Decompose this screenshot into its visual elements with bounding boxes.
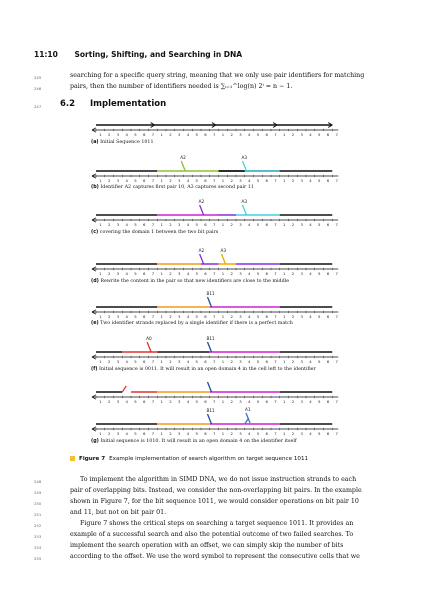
domain-label: 6 (142, 399, 146, 405)
domain-label: 5 (134, 178, 137, 184)
domain-label: 6 (142, 132, 146, 138)
domain-label: 7 (212, 431, 216, 437)
domain-label: 1 (99, 271, 102, 277)
domain-label: 2 (230, 271, 233, 277)
line-number: 248 (34, 479, 42, 484)
identifier-label: A1 (245, 407, 251, 412)
domain-label: 4 (186, 222, 190, 228)
domain-label: 4 (247, 359, 251, 365)
line-number: 249 (34, 490, 42, 495)
domain-label: 5 (317, 178, 321, 184)
domain-label: 1 (99, 431, 102, 437)
domain-label: 7 (335, 399, 338, 405)
domain-label: 1 (160, 314, 163, 320)
domain-label: 2 (291, 222, 295, 228)
identifier-branch (208, 342, 212, 352)
domain-label: 3 (300, 178, 303, 184)
text-line: pair of overlapping bits. Instead, we consider the non-overlapping bit pairs. In the example (70, 487, 362, 494)
domain-label: 4 (125, 178, 128, 184)
domain-label: 1 (221, 399, 225, 405)
domain-label: 2 (230, 132, 233, 138)
domain-label: 2 (291, 271, 295, 277)
domain-label: 4 (309, 399, 312, 405)
domain-label: 3 (177, 271, 181, 277)
domain-label: 3 (239, 271, 242, 277)
domain-label: 1 (160, 359, 163, 365)
domain-label: 6 (326, 132, 330, 138)
domain-label: 3 (300, 222, 303, 228)
caption-b: (b) Identifier A2 captures first pair 10, A3 captures second pair 11 (91, 185, 254, 190)
domain-label: 5 (256, 132, 260, 138)
domain-label: 6 (326, 178, 330, 184)
domain-label: 3 (116, 178, 120, 184)
caption-d: (d) Rewrite the content in the pair so that new identifiers are close to the middle (91, 279, 290, 284)
domain-label: 6 (265, 178, 268, 184)
domain-label: 7 (212, 132, 216, 138)
domain-label: 5 (134, 271, 137, 277)
domain-label: 5 (134, 431, 137, 437)
domain-label: 5 (256, 431, 260, 437)
caption-c: (c) covering the domain 1 between the two bit pairs (91, 230, 219, 235)
domain-label: 7 (274, 271, 277, 277)
domain-label: 1 (99, 359, 102, 365)
domain-label: 1 (282, 132, 286, 138)
domain-label: 4 (125, 222, 128, 228)
line-number: 245 (34, 75, 42, 80)
domain-label: 4 (125, 314, 128, 320)
identifier-label: A2 (198, 199, 205, 204)
domain-label: 3 (116, 399, 120, 405)
text-line: shown in Figure 7, for the bit sequence 1011, we would consider operations on bit pair 10 (70, 498, 359, 505)
domain-label: 6 (326, 399, 330, 405)
domain-label: 5 (256, 314, 260, 320)
domain-label: 1 (282, 359, 286, 365)
domain-label: 6 (326, 431, 330, 437)
domain-label: 1 (160, 178, 163, 184)
domain-label: 2 (230, 178, 233, 184)
domain-label: 1 (282, 222, 286, 228)
domain-label: 1 (160, 132, 163, 138)
domain-label: 4 (309, 314, 312, 320)
identifier-label: B11 (206, 408, 215, 413)
domain-label: 4 (125, 359, 128, 365)
identifier-label: A3 (220, 248, 227, 253)
domain-label: 7 (151, 271, 155, 277)
domain-label: 2 (107, 271, 111, 277)
domain-label: 6 (326, 359, 330, 365)
domain-label: 2 (107, 132, 111, 138)
domain-label: 3 (239, 132, 242, 138)
domain-label: 7 (212, 359, 216, 365)
domain-label: 2 (107, 178, 111, 184)
domain-label: 7 (335, 359, 338, 365)
domain-label: 6 (326, 271, 330, 277)
domain-label: 2 (169, 431, 172, 437)
domain-label: 1 (99, 314, 102, 320)
domain-label: 6 (204, 431, 207, 437)
text-line: searching for a specific query string, meaning that we only use pair identifiers for matching (70, 72, 365, 79)
domain-label: 3 (239, 314, 242, 320)
domain-label: 5 (195, 132, 198, 138)
domain-label: 6 (204, 314, 207, 320)
domain-label: 6 (204, 178, 207, 184)
domain-label: 3 (300, 314, 303, 320)
domain-label: 6 (142, 431, 146, 437)
domain-label: 6 (204, 271, 207, 277)
domain-label: 1 (221, 222, 225, 228)
figure-caption-text: Example implementation of search algorithm on target sequence 1011 (109, 456, 309, 462)
domain-label: 1 (221, 178, 225, 184)
domain-label: 1 (99, 132, 102, 138)
domain-label: 6 (265, 132, 268, 138)
domain-label: 1 (99, 399, 102, 405)
domain-label: 2 (107, 314, 111, 320)
domain-label: 4 (125, 271, 128, 277)
domain-label: 4 (186, 359, 190, 365)
domain-label: 6 (326, 222, 330, 228)
domain-label: 7 (274, 222, 277, 228)
domain-label: 1 (99, 178, 102, 184)
domain-label: 7 (151, 314, 155, 320)
domain-label: 4 (247, 132, 251, 138)
domain-label: 4 (309, 132, 312, 138)
caption-e: (e) Two identifier strands replaced by a single identifier if there is a perfect match (91, 321, 293, 326)
domain-label: 5 (195, 271, 198, 277)
domain-label: 4 (186, 314, 190, 320)
figure-caption (70, 456, 308, 462)
line-number: 250 (34, 501, 42, 506)
domain-label: 4 (247, 399, 251, 405)
domain-label: 2 (291, 431, 295, 437)
domain-label: 4 (309, 178, 312, 184)
domain-label: 2 (230, 222, 233, 228)
domain-label: 6 (265, 399, 268, 405)
domain-label: 5 (256, 399, 260, 405)
domain-label: 5 (317, 132, 321, 138)
identifier-label: A2 (198, 248, 205, 253)
domain-label: 7 (335, 314, 338, 320)
domain-label: 3 (116, 314, 120, 320)
domain-label: 4 (309, 359, 312, 365)
domain-label: 2 (107, 222, 111, 228)
caption-g: (g) Initial sequence is 1010. It will result in an open domain 4 on the identifier itself (91, 439, 297, 444)
section-title: Implementation (90, 99, 167, 109)
domain-label: 3 (177, 314, 181, 320)
domain-label: 4 (247, 271, 251, 277)
domain-label: 7 (335, 431, 338, 437)
domain-label: 1 (99, 222, 102, 228)
domain-label: 6 (265, 431, 268, 437)
domain-label: 7 (212, 314, 216, 320)
domain-label: 4 (125, 399, 128, 405)
domain-label: 3 (177, 399, 181, 405)
domain-label: 6 (142, 178, 146, 184)
domain-label: 5 (256, 222, 260, 228)
domain-label: 4 (186, 431, 190, 437)
domain-label: 5 (317, 399, 321, 405)
domain-label: 2 (230, 399, 233, 405)
line-number: 247 (34, 104, 42, 109)
domain-label: 5 (134, 222, 137, 228)
domain-label: 3 (116, 271, 120, 277)
domain-label: 7 (335, 178, 338, 184)
identifier-branch (208, 382, 212, 392)
domain-label: 4 (247, 431, 251, 437)
identifier-label: A2 (180, 155, 186, 160)
domain-label: 7 (274, 178, 277, 184)
domain-label: 4 (309, 431, 312, 437)
domain-label: 3 (177, 431, 181, 437)
text-line: pairs, then the number of identifiers needed is ∑ᵢ₌₁^log(n) 2ⁱ = n − 1. (70, 83, 293, 90)
domain-label: 5 (195, 431, 198, 437)
text-line: Figure 7 shows the critical steps on searching a target sequence 1011. It provides an (80, 520, 354, 527)
domain-label: 7 (274, 314, 277, 320)
domain-label: 7 (274, 132, 277, 138)
domain-label: 3 (116, 222, 120, 228)
domain-label: 7 (151, 431, 155, 437)
domain-label: 1 (282, 178, 286, 184)
domain-label: 2 (291, 399, 295, 405)
domain-label: 6 (265, 222, 268, 228)
domain-label: 3 (239, 222, 242, 228)
domain-label: 2 (107, 359, 111, 365)
domain-label: 6 (142, 222, 146, 228)
domain-label: 3 (239, 431, 242, 437)
domain-label: 2 (230, 359, 233, 365)
text-line: according to the offset. We use the word symbol to represent the consecutive cells that we (70, 553, 360, 560)
domain-label: 4 (186, 399, 190, 405)
domain-label: 5 (256, 271, 260, 277)
domain-label: 6 (204, 222, 207, 228)
domain-label: 5 (134, 132, 137, 138)
identifier-branch (243, 205, 247, 215)
domain-label: 1 (221, 431, 225, 437)
domain-label: 4 (186, 178, 190, 184)
domain-label: 6 (204, 359, 207, 365)
line-number: 252 (34, 523, 42, 528)
domain-label: 3 (239, 399, 242, 405)
line-number: 255 (34, 556, 42, 561)
identifier-branch (208, 297, 212, 307)
identifier-branch (181, 161, 185, 171)
identifier-branch (147, 342, 151, 352)
line-number: 251 (34, 512, 42, 517)
domain-label: 3 (300, 132, 303, 138)
domain-label: 2 (169, 178, 172, 184)
domain-label: 4 (125, 431, 128, 437)
domain-label: 1 (282, 271, 286, 277)
section-number: 6.2 (60, 99, 76, 109)
identifier-label: A3 (241, 155, 248, 160)
domain-label: 3 (177, 178, 181, 184)
domain-label: 2 (291, 359, 295, 365)
domain-label: 1 (282, 314, 286, 320)
domain-label: 7 (151, 359, 155, 365)
domain-label: 2 (291, 178, 295, 184)
domain-label: 1 (160, 431, 163, 437)
identifier-label: B11 (206, 336, 215, 341)
domain-label: 5 (317, 222, 321, 228)
domain-label: 2 (230, 431, 233, 437)
domain-label: 5 (256, 359, 260, 365)
domain-label: 6 (265, 271, 268, 277)
text-line: To implement the algorithm in SIMD DNA, we do not issue instruction strands to each (80, 476, 357, 483)
domain-label: 2 (107, 431, 111, 437)
identifier-label: A0 (146, 336, 152, 341)
running-title: Sorting, Shifting, and Searching in DNA (74, 50, 243, 59)
domain-label: 3 (116, 359, 120, 365)
domain-label: 3 (116, 132, 120, 138)
line-number: 254 (34, 545, 42, 550)
domain-label: 6 (142, 271, 146, 277)
domain-label: 7 (151, 178, 155, 184)
page-number: 11:10 (34, 50, 58, 59)
text-line: example of a successful search and also the potential outcome of two failed searches. To (70, 531, 354, 538)
identifier-branch (208, 414, 212, 424)
domain-label: 1 (221, 271, 225, 277)
identifier-label: A3 (241, 199, 248, 204)
domain-label: 3 (239, 178, 242, 184)
line-number: 246 (34, 86, 42, 91)
domain-label: 7 (274, 399, 277, 405)
domain-label: 5 (195, 314, 198, 320)
domain-label: 1 (221, 359, 225, 365)
domain-label: 3 (177, 359, 181, 365)
domain-label: 3 (177, 222, 181, 228)
domain-label: 6 (204, 132, 207, 138)
domain-label: 2 (230, 314, 233, 320)
domain-label: 5 (195, 178, 198, 184)
identifier-branch (200, 205, 204, 215)
domain-label: 6 (142, 359, 146, 365)
domain-label: 7 (212, 178, 216, 184)
domain-label: 4 (247, 178, 251, 184)
domain-label: 7 (212, 399, 216, 405)
domain-label: 3 (300, 359, 303, 365)
line-number: 253 (34, 534, 42, 539)
domain-label: 5 (195, 222, 198, 228)
domain-label: 2 (169, 132, 172, 138)
domain-label: 5 (134, 359, 137, 365)
domain-label: 6 (265, 359, 268, 365)
domain-label: 2 (169, 222, 172, 228)
domain-label: 6 (204, 399, 207, 405)
domain-label: 7 (335, 271, 338, 277)
domain-label: 7 (151, 132, 155, 138)
domain-label: 3 (116, 431, 120, 437)
domain-label: 4 (247, 222, 251, 228)
open-domain-branch (122, 386, 126, 392)
domain-label: 4 (309, 271, 312, 277)
domain-label: 5 (317, 431, 321, 437)
domain-label: 2 (107, 399, 111, 405)
domain-label: 3 (300, 271, 303, 277)
domain-label: 5 (317, 314, 321, 320)
domain-label: 4 (247, 314, 251, 320)
domain-label: 2 (169, 359, 172, 365)
domain-label: 1 (160, 271, 163, 277)
domain-label: 5 (134, 314, 137, 320)
domain-label: 7 (151, 222, 155, 228)
domain-label: 3 (239, 359, 242, 365)
identifier-branch (222, 254, 226, 264)
domain-label: 7 (151, 399, 155, 405)
domain-label: 4 (309, 222, 312, 228)
domain-label: 4 (186, 132, 190, 138)
domain-label: 1 (221, 132, 225, 138)
domain-label: 7 (274, 359, 277, 365)
domain-label: 7 (335, 222, 338, 228)
domain-label: 5 (317, 271, 321, 277)
domain-label: 3 (300, 399, 303, 405)
domain-label: 7 (274, 431, 277, 437)
domain-label: 6 (142, 314, 146, 320)
domain-label: 3 (177, 132, 181, 138)
domain-label: 5 (317, 359, 321, 365)
identifier-branch (200, 254, 204, 264)
domain-label: 5 (256, 178, 260, 184)
domain-label: 2 (291, 132, 295, 138)
caption-a: (a) Initial Sequence 1011 (91, 140, 154, 145)
identifier-label: B11 (206, 291, 215, 296)
domain-label: 3 (300, 431, 303, 437)
domain-label: 7 (335, 132, 338, 138)
domain-label: 1 (160, 399, 163, 405)
domain-label: 4 (125, 132, 128, 138)
domain-label: 5 (195, 359, 198, 365)
domain-label: 1 (160, 222, 163, 228)
domain-label: 6 (326, 314, 330, 320)
domain-label: 4 (186, 271, 190, 277)
domain-label: 7 (212, 271, 216, 277)
figure-marker-icon (70, 456, 75, 461)
domain-label: 2 (169, 399, 172, 405)
text-line: and 11, but not on bit pair 01. (70, 509, 167, 516)
domain-label: 5 (195, 399, 198, 405)
text-line: implement the search operation with an offset, we can simply skip the number of bits (70, 542, 344, 549)
domain-label: 6 (265, 314, 268, 320)
domain-label: 1 (282, 399, 286, 405)
identifier-branch (243, 161, 247, 171)
domain-label: 7 (212, 222, 216, 228)
domain-label: 2 (291, 314, 295, 320)
caption-f: (f) Initial sequence is 0011. It will result in an open domain 4 in the cell left to the identifier (91, 367, 316, 372)
figure-label: Figure 7 (79, 456, 106, 462)
domain-label: 5 (134, 399, 137, 405)
domain-label: 1 (221, 314, 225, 320)
domain-label: 2 (169, 271, 172, 277)
domain-label: 1 (282, 431, 286, 437)
domain-label: 2 (169, 314, 172, 320)
